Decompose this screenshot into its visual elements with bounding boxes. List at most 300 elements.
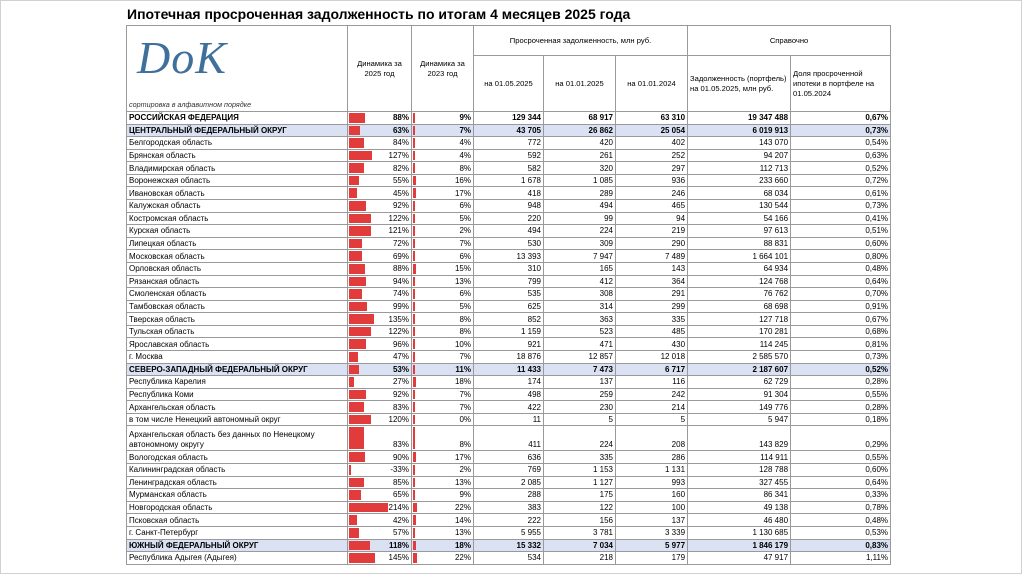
region-name: Рязанская область (127, 275, 348, 288)
cell-value: 96% (392, 339, 409, 349)
region-name: Республика Карелия (127, 376, 348, 389)
portfolio-value: 114 245 (688, 338, 791, 351)
table-row (127, 426, 891, 451)
portfolio-value: 128 788 (688, 464, 791, 477)
overdue-2025-05-01: 498 (474, 388, 544, 401)
data-bar (413, 264, 416, 274)
logo-cell (127, 26, 348, 112)
data-bar (413, 289, 415, 299)
overdue-share: 1,11% (791, 552, 891, 565)
cell-value: 17% (454, 188, 471, 198)
dynamics-2023 (412, 451, 474, 464)
overdue-2025-01-01: 363 (544, 313, 616, 326)
cell-value: 84% (392, 138, 409, 148)
overdue-2025-05-01: 288 (474, 489, 544, 502)
data-bar (413, 490, 415, 500)
overdue-share: 0,73% (791, 124, 891, 137)
region-name: Курская область (127, 225, 348, 238)
overdue-share: 0,63% (791, 149, 891, 162)
overdue-2024-01-01: 25 054 (616, 124, 688, 137)
overdue-2025-01-01: 1 085 (544, 174, 616, 187)
overdue-2025-01-01: 420 (544, 137, 616, 150)
dynamics-2025 (348, 476, 412, 489)
dynamics-2023 (412, 376, 474, 389)
data-bar (413, 541, 416, 551)
overdue-share: 0,52% (791, 363, 891, 376)
dynamics-2023 (412, 149, 474, 162)
dynamics-2025 (348, 212, 412, 225)
dynamics-2025 (348, 262, 412, 275)
dynamics-2025 (348, 187, 412, 200)
data-bar (349, 126, 360, 136)
overdue-2025-05-01: 535 (474, 288, 544, 301)
overdue-2025-01-01: 259 (544, 388, 616, 401)
cell-value: 4% (459, 151, 471, 161)
overdue-share: 0,51% (791, 225, 891, 238)
overdue-2025-05-01: 13 393 (474, 250, 544, 263)
portfolio-value: 143 070 (688, 137, 791, 150)
portfolio-value: 46 480 (688, 514, 791, 527)
overdue-2025-05-01: 494 (474, 225, 544, 238)
cell-value: 121% (388, 226, 409, 236)
table-row (127, 225, 891, 238)
table-row (127, 212, 891, 225)
cell-value: 83% (392, 402, 409, 412)
cell-value: 42% (392, 515, 409, 525)
region-name: Вологодская область (127, 451, 348, 464)
table-row (127, 237, 891, 250)
region-name: СЕВЕРО-ЗАПАДНЫЙ ФЕДЕРАЛЬНЫЙ ОКРУГ (127, 363, 348, 376)
dynamics-2025 (348, 338, 412, 351)
overdue-2024-01-01: 485 (616, 325, 688, 338)
data-bar (349, 365, 359, 375)
header-overdue-group: Просроченная задолженность, млн руб. (474, 26, 688, 56)
sort-note: сортировка в алфавитном порядке (129, 100, 252, 109)
table-row (127, 526, 891, 539)
overdue-2024-01-01: 214 (616, 401, 688, 414)
table-row (127, 350, 891, 363)
overdue-2025-01-01: 7 473 (544, 363, 616, 376)
overdue-share: 0,67% (791, 313, 891, 326)
data-bar (349, 352, 358, 362)
cell-value: 8% (459, 440, 471, 450)
overdue-2024-01-01: 1 131 (616, 464, 688, 477)
data-bar (413, 352, 415, 362)
region-name: Костромская область (127, 212, 348, 225)
cell-value: 85% (392, 477, 409, 487)
cell-value: 4% (459, 138, 471, 148)
overdue-2025-05-01: 310 (474, 262, 544, 275)
cell-value: 63% (392, 125, 409, 135)
overdue-2025-05-01: 592 (474, 149, 544, 162)
cell-value: 145% (388, 553, 409, 563)
overdue-2025-01-01: 261 (544, 149, 616, 162)
dynamics-2023 (412, 112, 474, 125)
data-bar (349, 541, 370, 551)
overdue-2025-05-01: 129 344 (474, 112, 544, 125)
overdue-2025-01-01: 99 (544, 212, 616, 225)
overdue-2024-01-01: 219 (616, 225, 688, 238)
data-bar (349, 151, 372, 161)
region-name: Республика Коми (127, 388, 348, 401)
overdue-share: 0,64% (791, 476, 891, 489)
portfolio-value: 1 664 101 (688, 250, 791, 263)
portfolio-value: 91 304 (688, 388, 791, 401)
dynamics-2023 (412, 225, 474, 238)
cell-value: 8% (459, 314, 471, 324)
region-name: в том числе Ненецкий автономный округ (127, 413, 348, 426)
table-row (127, 300, 891, 313)
cell-value: 7% (459, 125, 471, 135)
data-bar (413, 478, 415, 488)
overdue-share: 0,61% (791, 187, 891, 200)
portfolio-value: 1 130 685 (688, 526, 791, 539)
page-title: Ипотечная просроченная задолженность по итогам 4 месяцев 2025 года (127, 6, 631, 22)
dynamics-2023 (412, 288, 474, 301)
header-date-2: на 01.01.2025 (544, 56, 616, 112)
data-bar (413, 415, 415, 425)
dynamics-2023 (412, 212, 474, 225)
cell-value: 5% (459, 301, 471, 311)
overdue-2025-05-01: 534 (474, 552, 544, 565)
region-name: г. Москва (127, 350, 348, 363)
cell-value: 118% (388, 540, 409, 550)
table-row (127, 514, 891, 527)
portfolio-value: 49 138 (688, 501, 791, 514)
overdue-2025-05-01: 1 678 (474, 174, 544, 187)
overdue-2024-01-01: 7 489 (616, 250, 688, 263)
cell-value: 72% (392, 239, 409, 249)
overdue-2025-01-01: 137 (544, 376, 616, 389)
cell-value: 18% (454, 377, 471, 387)
cell-value: 122% (388, 213, 409, 223)
cell-value: 15% (454, 264, 471, 274)
header-portfolio: Задолженность (портфель) на 01.05.2025, млн руб. (688, 56, 791, 112)
data-bar (413, 201, 415, 211)
cell-value: 92% (392, 390, 409, 399)
header-dyn2023: Динамика за 2023 год (412, 26, 474, 112)
overdue-share: 0,78% (791, 501, 891, 514)
region-name: Ярославская область (127, 338, 348, 351)
dynamics-2023 (412, 363, 474, 376)
overdue-2025-01-01: 165 (544, 262, 616, 275)
overdue-share: 0,81% (791, 338, 891, 351)
overdue-2024-01-01: 12 018 (616, 350, 688, 363)
portfolio-value: 2 585 570 (688, 350, 791, 363)
region-name: Калининградская область (127, 464, 348, 477)
dynamics-2025 (348, 451, 412, 464)
data-bar (349, 415, 371, 425)
overdue-2025-01-01: 320 (544, 162, 616, 175)
data-bar (349, 188, 357, 198)
table-row (127, 539, 891, 552)
header-date-1: на 01.05.2025 (474, 56, 544, 112)
cell-value: 5% (459, 213, 471, 223)
data-bar (349, 490, 361, 500)
dynamics-2023 (412, 250, 474, 263)
dynamics-2023 (412, 275, 474, 288)
overdue-2025-01-01: 335 (544, 451, 616, 464)
overdue-share: 0,53% (791, 526, 891, 539)
overdue-2025-05-01: 18 876 (474, 350, 544, 363)
dynamics-2023 (412, 325, 474, 338)
overdue-2025-05-01: 769 (474, 464, 544, 477)
overdue-share: 0,72% (791, 174, 891, 187)
region-name: Московская область (127, 250, 348, 263)
data-bar (349, 163, 364, 173)
dynamics-2023 (412, 200, 474, 213)
dynamics-2025 (348, 413, 412, 426)
overdue-2025-01-01: 289 (544, 187, 616, 200)
data-bar (349, 478, 364, 488)
dynamics-2025 (348, 552, 412, 565)
data-bar (349, 339, 366, 349)
dynamics-2025 (348, 426, 412, 451)
overdue-2024-01-01: 936 (616, 174, 688, 187)
data-bar (349, 515, 357, 525)
cell-value: 90% (392, 452, 409, 462)
region-name: Мурманская область (127, 489, 348, 502)
overdue-2025-05-01: 11 (474, 413, 544, 426)
overdue-share: 0,33% (791, 489, 891, 502)
dynamics-2025 (348, 112, 412, 125)
data-bar (349, 176, 359, 186)
overdue-2025-01-01: 308 (544, 288, 616, 301)
table-row (127, 451, 891, 464)
data-bar (413, 163, 415, 173)
dynamics-2025 (348, 526, 412, 539)
overdue-2025-01-01: 218 (544, 552, 616, 565)
overdue-2025-05-01: 921 (474, 338, 544, 351)
portfolio-value: 68 698 (688, 300, 791, 313)
table-row (127, 275, 891, 288)
table-row (127, 413, 891, 426)
overdue-2025-01-01: 122 (544, 501, 616, 514)
table-row (127, 552, 891, 565)
dynamics-2025 (348, 313, 412, 326)
data-bar (413, 138, 415, 148)
cell-value: 13% (454, 528, 471, 538)
region-name: ЦЕНТРАЛЬНЫЙ ФЕДЕРАЛЬНЫЙ ОКРУГ (127, 124, 348, 137)
overdue-2025-05-01: 418 (474, 187, 544, 200)
data-bar (413, 327, 415, 337)
overdue-2024-01-01: 246 (616, 187, 688, 200)
overdue-2024-01-01: 364 (616, 275, 688, 288)
portfolio-value: 6 019 913 (688, 124, 791, 137)
overdue-2025-05-01: 772 (474, 137, 544, 150)
overdue-2024-01-01: 465 (616, 200, 688, 213)
portfolio-value: 19 347 488 (688, 112, 791, 125)
header-dyn2025: Динамика за 2025 год (348, 26, 412, 112)
data-bar (413, 402, 415, 412)
dynamics-2023 (412, 476, 474, 489)
data-bar (349, 138, 364, 148)
overdue-2024-01-01: 160 (616, 489, 688, 502)
dynamics-2025 (348, 401, 412, 414)
dynamics-2025 (348, 124, 412, 137)
overdue-2025-05-01: 5 955 (474, 526, 544, 539)
data-bar (413, 365, 415, 375)
cell-value: 7% (459, 239, 471, 249)
cell-value: -33% (390, 465, 409, 475)
cell-value: 11% (455, 364, 471, 374)
region-name: Тверская область (127, 313, 348, 326)
data-bar (349, 289, 362, 299)
portfolio-value: 68 034 (688, 187, 791, 200)
portfolio-value: 130 544 (688, 200, 791, 213)
overdue-2025-01-01: 3 781 (544, 526, 616, 539)
dynamics-2025 (348, 237, 412, 250)
table-row (127, 338, 891, 351)
data-bar (413, 251, 415, 261)
overdue-2025-01-01: 68 917 (544, 112, 616, 125)
overdue-share: 0,28% (791, 401, 891, 414)
region-name: РОССИЙСКАЯ ФЕДЕРАЦИЯ (127, 112, 348, 125)
cell-value: 18% (454, 540, 471, 550)
overdue-2025-05-01: 625 (474, 300, 544, 313)
data-bar (349, 277, 366, 287)
cell-value: 99% (392, 301, 409, 311)
cell-value: 16% (454, 176, 471, 186)
dynamics-2025 (348, 288, 412, 301)
overdue-2024-01-01: 299 (616, 300, 688, 313)
table-row (127, 376, 891, 389)
data-bar (349, 327, 371, 337)
region-name: Липецкая область (127, 237, 348, 250)
cell-value: 6% (459, 289, 471, 299)
dynamics-2023 (412, 539, 474, 552)
table-row (127, 137, 891, 150)
table-row (127, 187, 891, 200)
portfolio-value: 233 660 (688, 174, 791, 187)
portfolio-value: 127 718 (688, 313, 791, 326)
dynamics-2023 (412, 350, 474, 363)
dynamics-2023 (412, 300, 474, 313)
portfolio-value: 97 613 (688, 225, 791, 238)
dynamics-2023 (412, 162, 474, 175)
overdue-share: 0,67% (791, 112, 891, 125)
overdue-2025-01-01: 175 (544, 489, 616, 502)
data-bar (349, 226, 371, 236)
region-name: ЮЖНЫЙ ФЕДЕРАЛЬНЫЙ ОКРУГ (127, 539, 348, 552)
dynamics-2025 (348, 514, 412, 527)
overdue-2025-05-01: 2 085 (474, 476, 544, 489)
overdue-2024-01-01: 63 310 (616, 112, 688, 125)
cell-value: 22% (454, 503, 471, 513)
data-bar (413, 314, 415, 324)
portfolio-value: 86 341 (688, 489, 791, 502)
cell-value: 7% (459, 402, 471, 412)
data-bar (349, 528, 359, 538)
portfolio-value: 62 729 (688, 376, 791, 389)
dynamics-2023 (412, 526, 474, 539)
overdue-2025-01-01: 7 947 (544, 250, 616, 263)
overdue-share: 0,29% (791, 426, 891, 451)
overdue-share: 0,73% (791, 200, 891, 213)
overdue-share: 0,83% (791, 539, 891, 552)
region-name: Архангельская область без данных по Ненецкому автономному округу (127, 426, 348, 451)
dynamics-2023 (412, 552, 474, 565)
data-bar (349, 503, 388, 513)
cell-value: 65% (392, 490, 409, 500)
dynamics-2023 (412, 124, 474, 137)
dynamics-2023 (412, 489, 474, 502)
table-row (127, 313, 891, 326)
cell-value: 74% (392, 289, 409, 299)
data-bar (413, 214, 415, 224)
cell-value: 127% (388, 151, 409, 161)
cell-value: 22% (454, 553, 471, 563)
overdue-2025-05-01: 43 705 (474, 124, 544, 137)
overdue-2025-01-01: 7 034 (544, 539, 616, 552)
cell-value: 47% (392, 352, 409, 362)
table-row (127, 464, 891, 477)
overdue-2024-01-01: 297 (616, 162, 688, 175)
cell-value: 122% (388, 327, 409, 337)
overdue-share: 0,55% (791, 388, 891, 401)
data-bar (413, 528, 415, 538)
dynamics-2023 (412, 413, 474, 426)
data-bar (413, 151, 415, 161)
data-bar (349, 264, 365, 274)
overdue-2025-05-01: 174 (474, 376, 544, 389)
table-row (127, 288, 891, 301)
region-name: Брянская область (127, 149, 348, 162)
cell-value: 45% (392, 188, 409, 198)
dynamics-2025 (348, 137, 412, 150)
data-bar (349, 251, 362, 261)
overdue-share: 0,70% (791, 288, 891, 301)
header-share: Доля просроченной ипотеки в портфеле на 01.05.2024 (791, 56, 891, 112)
cell-value: 88% (392, 113, 409, 123)
overdue-2025-01-01: 26 862 (544, 124, 616, 137)
table-row (127, 162, 891, 175)
overdue-2025-05-01: 530 (474, 237, 544, 250)
overdue-2025-05-01: 383 (474, 501, 544, 514)
dynamics-2025 (348, 225, 412, 238)
dynamics-2023 (412, 137, 474, 150)
data-bar (349, 465, 351, 475)
overdue-share: 0,28% (791, 376, 891, 389)
overdue-2025-01-01: 471 (544, 338, 616, 351)
dynamics-2025 (348, 363, 412, 376)
overdue-2025-05-01: 15 332 (474, 539, 544, 552)
table-row (127, 124, 891, 137)
region-name: Псковская область (127, 514, 348, 527)
dynamics-2025 (348, 501, 412, 514)
cell-value: 92% (392, 201, 409, 211)
overdue-2025-01-01: 309 (544, 237, 616, 250)
table-body (127, 112, 891, 565)
dynamics-2025 (348, 162, 412, 175)
data-bar (413, 302, 415, 312)
cell-value: 13% (454, 477, 471, 487)
region-name: Новгородская область (127, 501, 348, 514)
data-bar (413, 339, 415, 349)
table-row (127, 250, 891, 263)
data-bar (413, 377, 416, 387)
cell-value: 53% (392, 364, 409, 374)
cell-value: 9% (459, 113, 471, 123)
data-bar (413, 427, 415, 449)
dynamics-2023 (412, 464, 474, 477)
overdue-2025-05-01: 948 (474, 200, 544, 213)
dynamics-2023 (412, 237, 474, 250)
cell-value: 8% (459, 327, 471, 337)
overdue-2024-01-01: 290 (616, 237, 688, 250)
overdue-2025-05-01: 636 (474, 451, 544, 464)
region-name: Ивановская область (127, 187, 348, 200)
